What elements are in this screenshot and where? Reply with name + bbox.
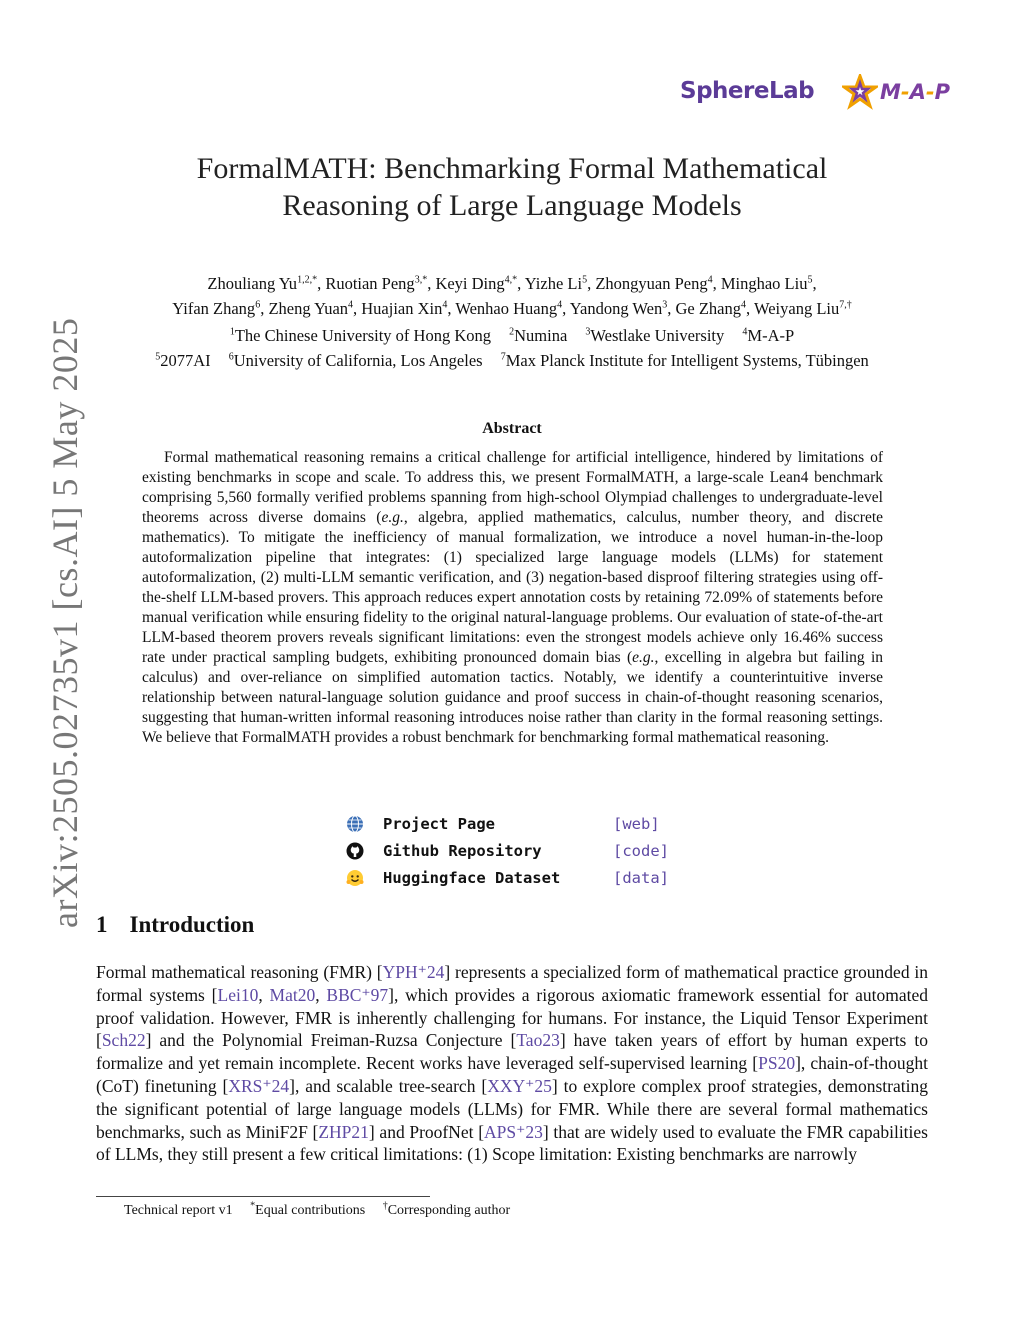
globe-icon <box>345 814 365 834</box>
citation-link[interactable]: Mat20 <box>269 984 316 1005</box>
code-link[interactable]: [code] <box>613 841 669 860</box>
citation-link[interactable]: ZHP21 <box>318 1121 369 1142</box>
link-label: Project Page <box>383 814 495 833</box>
arxiv-stamp: arXiv:2505.02735v1 [cs.AI] 5 May 2025 <box>45 317 85 928</box>
affiliations-line-1: $^1$The Chinese University of Hong Kong $^2$Numina $^3$Westlake University $^4$M-A-P <box>229 326 795 345</box>
citation-link[interactable]: Sch22 <box>101 1030 146 1051</box>
paper-title <box>112 150 912 224</box>
citation-link[interactable]: Tao23 <box>516 1030 560 1051</box>
citation-link[interactable]: BBC⁺97 <box>326 984 389 1005</box>
title-line-1: FormalMATH: Benchmarking Formal Mathematical <box>196 152 828 185</box>
author-list <box>100 271 924 321</box>
web-link[interactable]: [web] <box>613 814 660 833</box>
footnote-report: Technical report v1 <box>124 1203 233 1218</box>
section-heading: 1 Introduction <box>96 912 255 937</box>
link-label: Github Repository <box>383 841 542 860</box>
footnote-rule <box>96 1196 430 1197</box>
map-logo: M-A-P <box>842 74 950 110</box>
citation-link[interactable]: XXY⁺25 <box>487 1075 552 1096</box>
link-project-page[interactable] <box>345 810 669 837</box>
map-star-icon <box>842 74 878 110</box>
data-link[interactable]: [data] <box>613 868 669 887</box>
spherelab-logo: SphereLab <box>680 78 815 104</box>
footnotes <box>124 1200 524 1219</box>
authors-line-2: Yifan Zhang$^6$, Zheng Yuan$^4$, Huajian Xin$^4$, Wenhao Huang$^4$, Yandong Wen$^3$, Ge Zhang$^4$, Weiyang Liu$^{7,\dagger}$ <box>172 299 852 318</box>
link-label: Huggingface Dataset <box>383 868 561 887</box>
citation-link[interactable]: APS⁺23 <box>484 1121 543 1142</box>
authors-line-1: Zhouliang $Yu^{1,2,*}$, Ruotian Peng$^{3,*}$, Keyi Ding$^{4,*}$, Yizhe Li$^5$, Zhongyuan Peng$^4$, Minghao Liu$^5$, <box>207 274 817 293</box>
resource-links <box>345 810 669 891</box>
footnote-equal: *Equal contributions <box>250 1200 366 1218</box>
title-line-2: Reasoning of Large Language Models <box>282 189 742 222</box>
link-huggingface-dataset[interactable] <box>345 864 669 891</box>
affiliations <box>100 324 924 373</box>
citation-link[interactable]: PS20 <box>758 1053 796 1074</box>
citation-link[interactable]: YPH⁺24 <box>382 962 445 982</box>
github-icon <box>345 841 365 861</box>
intro-paragraph: Formal mathematical reasoning (FMR) [YPH⁺24] represents a specialized form of mathematical practice grounded in formal systems [Lei10, Mat20, BBC⁺97], which provides a rigorous axiomatic framework essential for automated proof validation. However, FMR is inherently challenging for humans. For instance, the Liquid Tensor Experiment [Sch22] and the Polynomial Freiman-Ruzsa Conjecture [Tao23] have taken years of effort by human experts to formalize and yet remain incomplete. Recent works have leveraged self-supervised learning [PS20], chain-of-thought (CoT) finetuning [XRS⁺24], and scalable tree-search [XXY⁺25] to explore complex proof strategies, demonstrating the significant potential of large language models (LLMs) for FMR. While there are several formal mathematics benchmarks, such as MiniF2F [ZHP21] and ProofNet [APS⁺23] that are widely used to evaluate the FMR capabilities of LLMs, they still present a few critical limitations: (1) Scope limitation: Existing benchmarks are narrowly <box>96 962 929 1165</box>
citation-link[interactable]: Lei10 <box>217 984 259 1005</box>
affiliations-line-2: $^5$2077AI $^6$University of California, Los Angeles $^7$Max Planck Institute for Intelligent Systems, Tübingen <box>155 350 869 370</box>
abstract-text: Formal mathematical reasoning remains a critical challenge for artificial intelligence, hindered by limitations of existing benchmarks in scope and scale. To address this, we present FormalMATH, a large-scale Lean4 benchmark comprising 5,560 formally verified problems spanning from high-school Olympiad challenges to undergraduate-level theorems across diverse domains (e.g., algebra, applied mathematics, calculus, number theory, and discrete mathematics). To mitigate the inefficiency of manual formalization, we introduce a novel human-in-the-loop autoformalization pipeline that integrates: (1) specialized large language models (LLMs) for statement autoformalization, (2) multi-LLM semantic verification, and (3) negation-based disproof filtering strategies using off-the-shelf LLM-based provers. This approach reduces expert annotation costs by retaining 72.09% of statements before manual verification while ensuring fidelity to the original natural-language problems. Our evaluation of state-of-the-art LLM-based theorem provers reveals significant limitations: even the strongest models achieve only 16.46% success rate under practical sampling budgets, exhibiting pronounced domain bias (e.g., excelling in algebra but failing in calculus) and over-reliance on simplified automation tactics. Notably, we identify a counterintuitive inverse relationship between natural-language solution guidance and proof success in chain-of-thought reasoning scenarios, suggesting that human-written informal reasoning introduces noise rather than clarity in the formal reasoning settings. We believe that FormalMATH provides a robust benchmark for benchmarking formal mathematical reasoning. <box>142 449 884 746</box>
huggingface-icon <box>345 868 365 888</box>
abstract-heading: Abstract <box>482 420 542 437</box>
citation-link[interactable]: XRS⁺24 <box>228 1075 290 1096</box>
footnote-corresponding: †Corresponding author <box>382 1200 511 1218</box>
link-github-repository[interactable] <box>345 837 669 864</box>
